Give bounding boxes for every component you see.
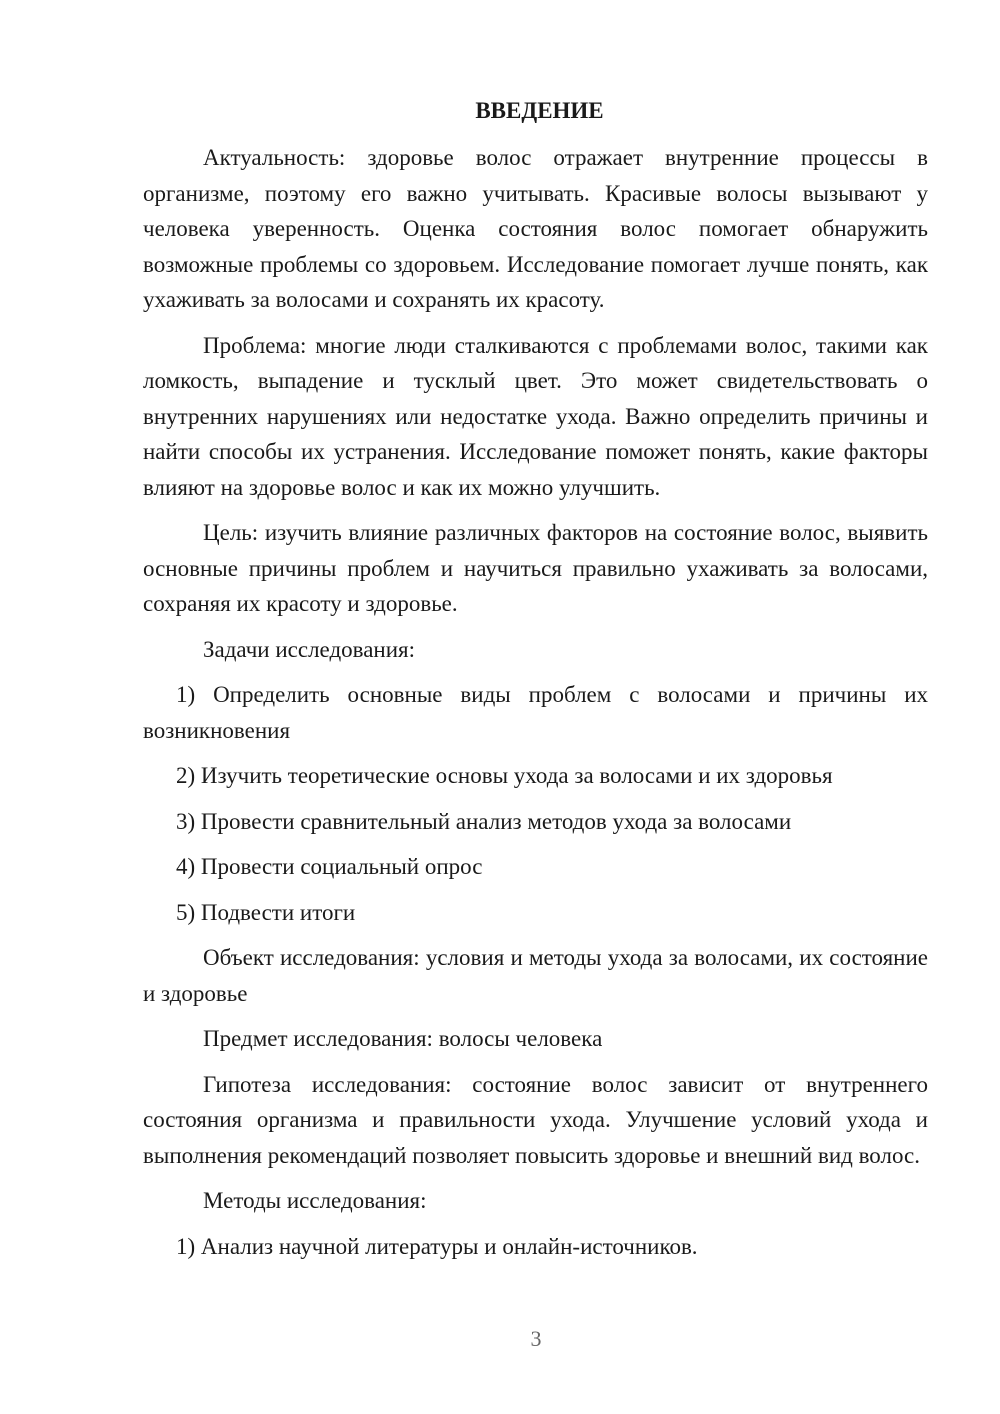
page-content bbox=[143, 93, 928, 1274]
hypothesis-paragraph: Гипотеза исследования: состояние волос зависит от внутреннего состояния организма и правильности ухода. Улучшение условий ухода и выполнения рекомендаций позволяет повысить здоровье и внешний вид волос. bbox=[143, 1071, 928, 1168]
task-item-3: 3) Провести сравнительный анализ методов ухода за волосами bbox=[176, 808, 792, 834]
method-item-1: 1) Анализ научной литературы и онлайн-источников. bbox=[176, 1233, 698, 1259]
goal-paragraph: Цель: изучить влияние различных факторов на состояние волос, выявить основные причины проблем и научиться правильно ухаживать за волосами, сохраняя их красоту и здоровье. bbox=[143, 520, 928, 616]
object-paragraph: Объект исследования: условия и методы ухода за волосами, их состояние и здоровье bbox=[143, 945, 928, 1006]
task-item-1: 1) Определить основные виды проблем с волосами и причины их возникновения bbox=[143, 682, 928, 743]
task-item-4: 4) Провести социальный опрос bbox=[176, 854, 483, 879]
tasks-heading: Задачи исследования: bbox=[203, 636, 416, 662]
methods-heading: Методы исследования: bbox=[203, 1188, 427, 1213]
page-number: 3 bbox=[530, 1326, 542, 1351]
subject-paragraph: Предмет исследования: волосы человека bbox=[203, 1026, 603, 1051]
problem-paragraph: Проблема: многие люди сталкиваются с проблемами волос, такими как ломкость, выпадение и тусклый цвет. Это может свидетельствовать о внутренних нарушениях или недостатке ухода. Важно определить причины и найти способы их устранения. Исследование поможет понять, какие факторы влияют на здоровье волос и как их можно улучшить. bbox=[143, 332, 928, 500]
section-title: ВВЕДЕНИЕ bbox=[475, 98, 604, 123]
task-item-5: 5) Подвести итоги bbox=[176, 899, 356, 925]
relevance-paragraph: Актуальность: здоровье волос отражает внутренние процессы в организме, поэтому его важно учитывать. Красивые волосы вызывают у человека уверенность. Оценка состояния волос помогает обнаружить возможные проблемы со здоровьем. Исследование помогает лучше понять, как ухаживать за волосами и сохранять их красоту. bbox=[143, 145, 928, 312]
task-item-2: 2) Изучить теоретические основы ухода за волосами и их здоровья bbox=[176, 763, 833, 788]
